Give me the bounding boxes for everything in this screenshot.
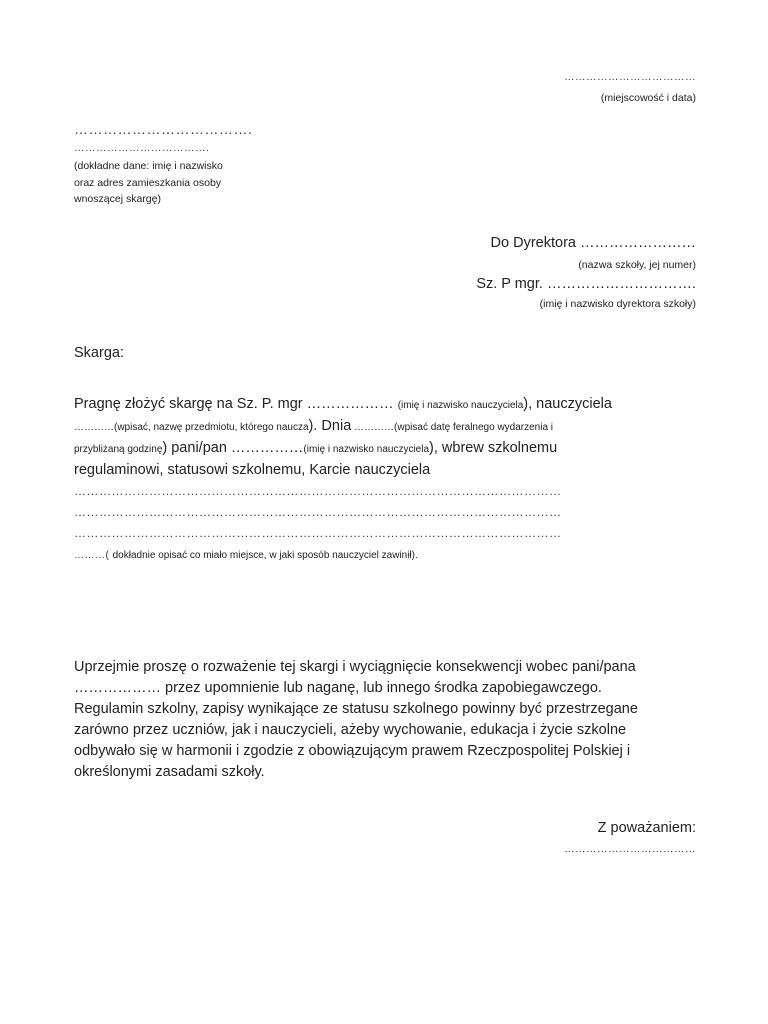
complaint-line-1-text: Pragnę złożyć skargę na Sz. P. mgr ……………… bbox=[74, 396, 398, 412]
complaint-line-3 bbox=[74, 438, 704, 460]
sender-dots-1: ………………………………. bbox=[74, 121, 253, 137]
pani-pan-text: ) pani/pan …………… bbox=[162, 440, 304, 456]
sender-dots-2: ………………………………. bbox=[74, 142, 210, 154]
request-line-4: zarówno przez uczniów, jak i nauczycieli, ażeby wychowanie, edukacja i życie szkolne bbox=[74, 722, 627, 738]
subject-hint: …………(wpisać, nazwę przedmiotu, którego naucza bbox=[74, 422, 309, 433]
complaint-line-4: regulaminowi, statusowi szkolnemu, Karcie nauczyciela bbox=[74, 462, 431, 478]
date-hint: …………(wpisać datę feralnego wydarzenia i bbox=[351, 422, 554, 433]
dots-line-1: ……………………………………………………………………………………………………… bbox=[74, 484, 562, 498]
complaint-line-2 bbox=[74, 416, 704, 438]
dots-line-2: ……………………………………………………………………………………………………… bbox=[74, 505, 562, 519]
time-hint: przybliżaną godzinę bbox=[74, 444, 163, 455]
place-date-label: (miejscowość i data) bbox=[600, 92, 696, 104]
complaint-line-1 bbox=[74, 394, 704, 416]
sender-label-3: wnoszącej skargę) bbox=[74, 193, 161, 205]
description-dots: ………( bbox=[74, 550, 113, 561]
wbrew-text: ), wbrew szkolnemu bbox=[429, 440, 558, 456]
description-end: ). bbox=[411, 550, 418, 561]
request-line-1: Uprzejmie proszę o rozważenie tej skargi i wyciągnięcie konsekwencji wobec pani/pana bbox=[74, 659, 636, 675]
recipient-line-1: Do Dyrektora …………………… bbox=[490, 235, 696, 251]
sender-label-1: (dokładne dane: imię i nazwisko bbox=[74, 160, 223, 172]
complaint-line-8 bbox=[74, 544, 704, 566]
document-title: Skarga: bbox=[74, 345, 124, 361]
dots-line-3: ……………………………………………………………………………………………………… bbox=[74, 526, 562, 540]
request-line-5: odbywało się w harmonii i zgodzie z obowiązującym prawem Rzeczpospolitej Polskiej i bbox=[74, 743, 631, 759]
place-date-dots: ……………………………… bbox=[564, 71, 696, 83]
recipient-line-2: Sz. P mgr. …………………………. bbox=[476, 276, 696, 292]
signature-dots: ……………………………… bbox=[564, 843, 696, 855]
date-word: ). Dnia bbox=[308, 418, 352, 434]
request-line-6: określonymi zasadami szkoły. bbox=[74, 764, 265, 780]
request-paragraph bbox=[74, 657, 704, 783]
teacher-name-hint: (imię i nazwisko nauczyciela bbox=[397, 400, 524, 411]
recipient-line-2-hint: (imię i nazwisko dyrektora szkoły) bbox=[539, 298, 696, 310]
closing-label: Z poważaniem: bbox=[597, 820, 696, 836]
request-line-2: ……………… przez upomnienie lub naganę, lub innego środka zapobiegawczego. bbox=[74, 680, 602, 696]
complaint-paragraph bbox=[74, 394, 704, 566]
sender-label-2: oraz adres zamieszkania osoby bbox=[74, 177, 222, 189]
request-line-3: Regulamin szkolny, zapisy wynikające ze statusu szkolnego powinny być przestrzegane bbox=[74, 701, 638, 717]
description-hint: dokładnie opisać co miało miejsce, w jaki sposób nauczyciel zawinił bbox=[112, 550, 412, 561]
teacher-name-hint-2: (imię i nazwisko nauczyciela bbox=[303, 444, 430, 455]
recipient-line-1-hint: (nazwa szkoły, jej numer) bbox=[578, 259, 696, 271]
complaint-line-1-end: ), nauczyciela bbox=[523, 396, 612, 412]
